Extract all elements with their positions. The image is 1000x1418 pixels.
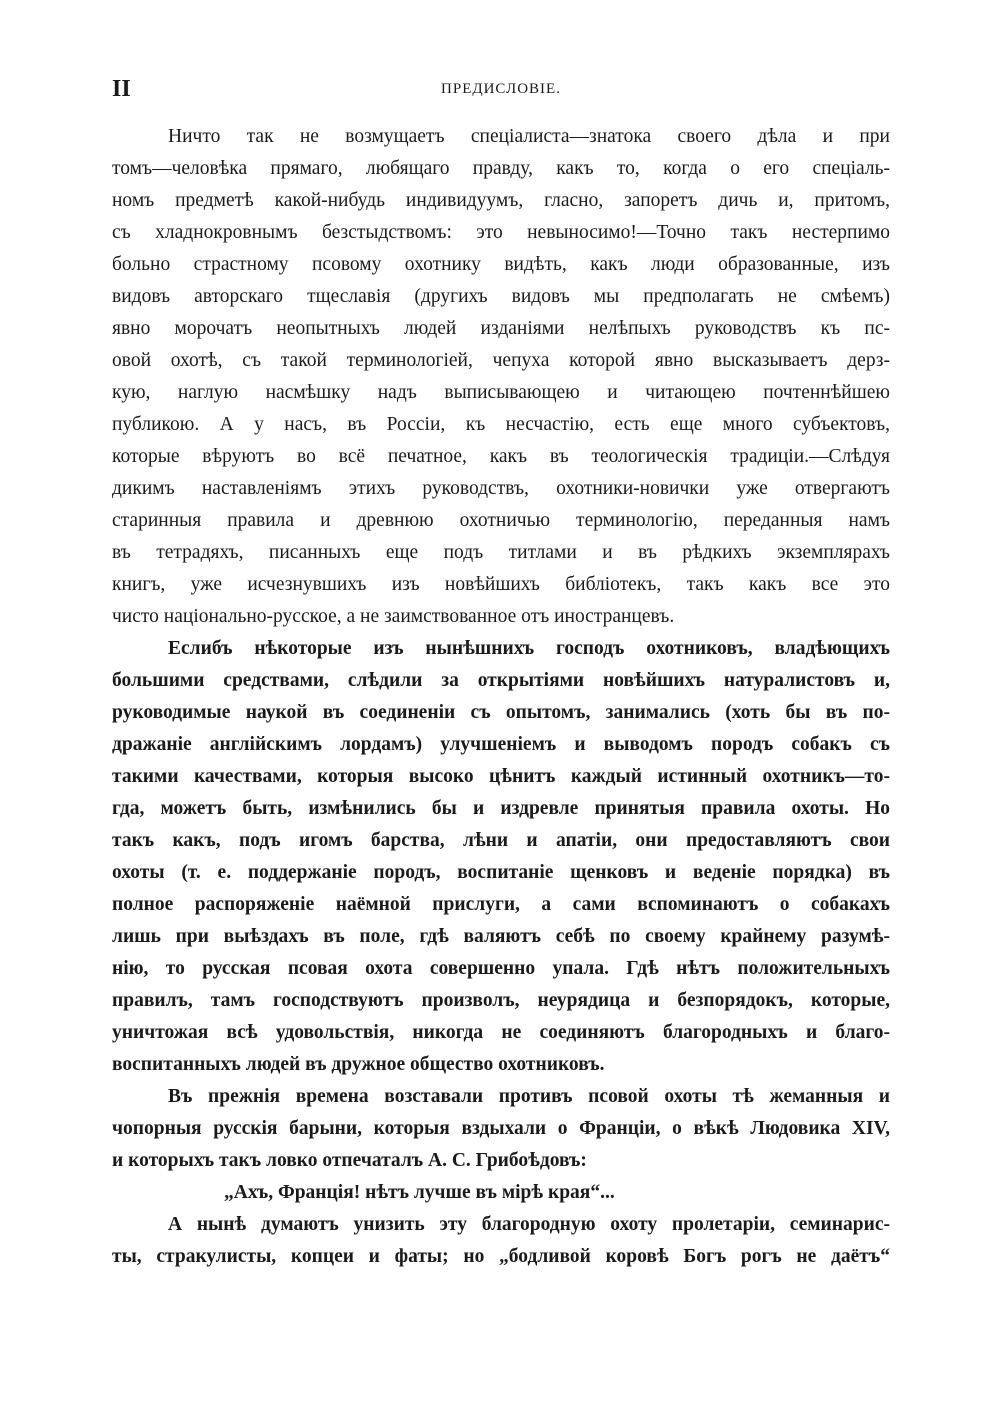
page-header (112, 74, 890, 104)
paragraph-2-line-12: правилъ, тамъ господствуютъ произволъ, неурядица и безпорядокъ, которые, (112, 990, 890, 1011)
paragraph-1-line-2: томъ—человѣка прямаго, любящаго правду, какъ то, когда о его спеціаль- (112, 158, 890, 179)
paragraph-1-line-9: кую, наглую насмѣшку надъ выписывающею и читающею почтеннѣйшею (112, 382, 890, 403)
paragraph-5-line-1: А нынѣ думаютъ унизить эту благородную охоту пролетаріи, семинарис- (168, 1214, 890, 1235)
paragraph-1-line-14: въ тетрадяхъ, писанныхъ еще подъ титлами и въ рѣдкихъ экземплярахъ (112, 542, 890, 563)
paragraph-2-line-4: дражаніе англійскимъ лордамъ) улучшеніемъ и выводомъ породъ собакъ съ (112, 734, 890, 755)
paragraph-1-line-4: съ хладнокровнымъ безстыдствомъ: это невыносимо!—Точно такъ нестерпимо (112, 222, 890, 243)
paragraph-2-line-10: лишь при выѣздахъ въ поле, гдѣ валяютъ себѣ по своему крайнему разумѣ- (112, 926, 890, 947)
paragraph-1-line-16: чисто національно-русское, а не заимствованное отъ иностранцевъ. (112, 606, 675, 627)
running-title: ПРЕДИСЛОВІЕ. (441, 81, 561, 97)
body-text (112, 121, 890, 1273)
paragraph-2-line-3: руководимые наукой въ соединеніи съ опытомъ, занимались (хоть бы въ по- (112, 702, 890, 723)
paragraph-1-line-5: больно страстному псовому охотнику видѣть, какъ люди образованные, изъ (112, 254, 890, 275)
paragraph-1-line-6: видовъ авторскаго тщеславія (другихъ видовъ мы предполагать не смѣемъ) (112, 286, 890, 307)
paragraph-2-line-14: воспитанныхъ людей въ дружное общество охотниковъ. (112, 1054, 605, 1075)
paragraph-2-line-1: Еслибъ нѣкоторые изъ нынѣшнихъ господъ охотниковъ, владѣющихъ (168, 638, 890, 659)
griboedov-quote: „Ахъ, Франція! нѣтъ лучше въ мірѣ края“... (224, 1182, 615, 1203)
paragraph-1-line-11: которые вѣруютъ во всё печатное, какъ въ теологическія традиціи.—Слѣдуя (112, 446, 890, 467)
paragraph-2-line-9: полное распоряженіе наёмной прислуги, а сами вспоминаютъ о собакахъ (112, 894, 890, 915)
paragraph-2-line-13: уничтожая всѣ удовольствія, никогда не соединяютъ благородныхъ и благо- (112, 1022, 890, 1043)
paragraph-1-line-10: публикою. А у насъ, въ Россіи, къ несчастію, есть еще много субъектовъ, (112, 414, 890, 435)
paragraph-2-line-8: охоты (т. е. поддержаніе породъ, воспитаніе щенковъ и веденіе порядка) въ (112, 862, 890, 883)
paragraph-2-line-5: такими качествами, которыя высоко цѣнитъ каждый истинный охотникъ—то- (112, 766, 890, 787)
paragraph-1-line-15: книгъ, уже исчезнувшихъ изъ новѣйшихъ библіотекъ, такъ какъ все это (112, 574, 890, 595)
paragraph-3-line-1: Въ прежнія времена возставали противъ псовой охоты тѣ жеманныя и (168, 1086, 890, 1107)
paragraph-1-line-3: номъ предметѣ какой-нибудь индивидуумъ, гласно, запоретъ дичь и, притомъ, (112, 190, 890, 211)
paragraph-2-line-11: нію, то русская псовая охота совершенно упала. Гдѣ нѣтъ положительныхъ (112, 958, 890, 979)
paragraph-1-line-1: Ничто так не возмущаетъ спеціалиста—знатока своего дѣла и при (168, 126, 890, 147)
paragraph-1-line-12: дикимъ наставленіямъ этихъ руководствъ, охотники-новички уже отвергаютъ (112, 478, 890, 499)
paragraph-3-line-3: и которыхъ такъ ловко отпечаталъ А. С. Грибоѣдовъ: (112, 1150, 587, 1171)
paragraph-3-line-2: чопорныя русскія барыни, которыя вздыхали о Франціи, о вѣкѣ Людовика XIV, (112, 1118, 890, 1139)
paragraph-2-line-2: большими средствами, слѣдили за открытіями новѣйшихъ натуралистовъ и, (112, 670, 890, 691)
paragraph-1-line-7: явно морочатъ неопытныхъ людей изданіями нелѣпыхъ руководствъ къ пс- (112, 318, 890, 339)
page-number: II (112, 76, 131, 102)
paragraph-2-line-7: такъ какъ, подъ игомъ барства, лѣни и апатіи, они предоставляютъ свои (112, 830, 890, 851)
paragraph-2-line-6: гда, можетъ быть, измѣнились бы и издревле принятыя правила охоты. Но (112, 798, 890, 819)
paragraph-5-line-2: ты, стракулисты, копцеи и фаты; но „бодливой коровѣ Богъ рогъ не даётъ“ (112, 1246, 890, 1267)
paragraph-1-line-13: старинныя правила и древнюю охотничью терминологію, переданныя намъ (112, 510, 890, 531)
paragraph-1-line-8: овой охотѣ, съ такой терминологіей, чепуха которой явно высказываетъ дерз- (112, 350, 890, 371)
